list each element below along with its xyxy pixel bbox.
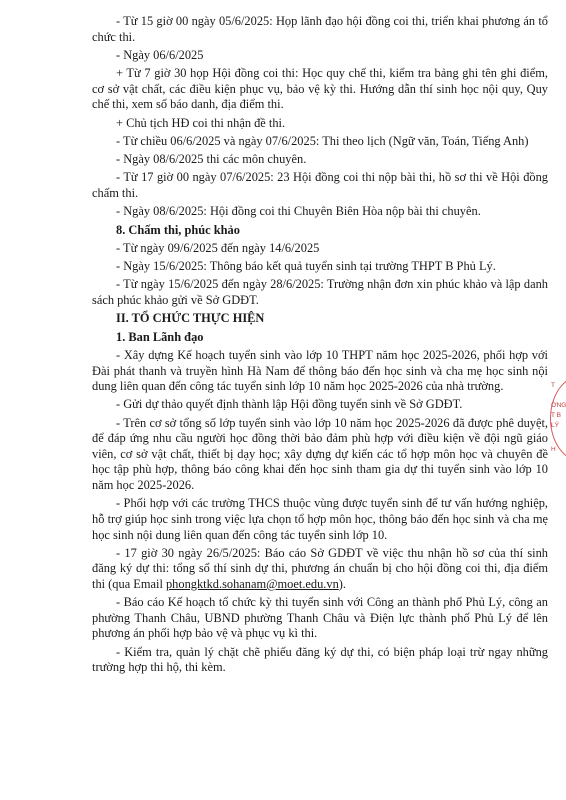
schedule-item-specialized-exams: - Ngày 08/6/2025 thi các môn chuyên. [116, 152, 307, 167]
leadership-item-registration-check: - Kiểm tra, quản lý chặt chẽ phiếu đăng ký dự thi, có biện pháp loại trừ ngay những trường hợp thi hộ, thi kèm. [92, 644, 548, 675]
section-heading-grading: 8. Chấm thi, phúc khảo [116, 222, 240, 237]
stamp-text-1: T [551, 382, 555, 389]
schedule-item-exam-days: - Từ chiều 06/6/2025 và ngày 07/6/2025: Thi theo lịch (Ngữ văn, Toán, Tiếng Anh) [116, 133, 529, 148]
grading-item-results: - Ngày 15/6/2025: Thông báo kết quả tuyển sinh tại trường THPT B Phủ Lý. [116, 259, 496, 274]
official-stamp [548, 376, 566, 461]
leadership-item-security-plan: - Báo cáo Kế hoạch tổ chức kỳ thi tuyển sinh với Công an thành phố Phủ Lý, công an phường Thanh Châu, UBND phường Thanh Châu và Điện lực thành phố Phủ Lý để lên phương án phối hợp bảo vệ và phục vụ kì thi. [92, 595, 548, 641]
stamp-text-2: ỜNG [551, 402, 566, 409]
schedule-item-submit-papers: - Từ 17 giờ 00 ngày 07/6/2025: 23 Hội đồng coi thi nộp bài thi, hồ sơ thi về Hội đồng chấm thi. [92, 170, 548, 201]
document-body [92, 14, 548, 679]
leadership-item-coordination: - Phối hợp với các trường THCS thuộc vùng được tuyển sinh để tư vấn hướng nghiệp, hỗ trợ giúp học sinh trong việc lựa chọn tổ hợp môn học, thông báo đến học sinh và cha mẹ học sinh nội dung liên quan đến công tác tuyển sinh lớp 10. [92, 496, 548, 542]
leadership-item-plan: - Xây dựng Kế hoạch tuyển sinh vào lớp 10 THPT năm học 2025-2026, phối hợp với Đài phát thanh và truyền hình Hà Nam để thông báo đến học sinh và cha mẹ học sinh nội dung liên quan đến công tác tuyển sinh lớp 10 năm học 2025-2026 của nhà trường. [92, 347, 548, 394]
report-text-start: - 17 giờ 30 ngày 26/5/2025: Báo cáo Sở GDĐT về việc thu nhận hồ sơ của thí sinh đăng ký dự thi: tổng số thí sinh dự thi, phương án chuẩn bị cho hội đồng coi thi, địa điểm thi (qua Email [92, 545, 548, 591]
schedule-item-bien-hoa: - Ngày 08/6/2025: Hội đồng coi thi Chuyên Biên Hòa nộp bài thi chuyên. [116, 204, 481, 219]
grading-item-appeals: - Từ ngày 15/6/2025 đến ngày 28/6/2025: Trường nhận đơn xin phúc khảo và lập danh sách phúc khảo gửi về Sở GDĐT. [92, 277, 548, 308]
schedule-item-receive-exam: + Chủ tịch HĐ coi thi nhận đề thi. [116, 115, 286, 130]
schedule-item-council-meeting: + Từ 7 giờ 30 họp Hội đồng coi thi: Học quy chế thi, kiểm tra bảng ghi tên ghi điểm, cơ sở vật chất, các điều kiện phục vụ, bảo vệ kỳ thi. Hướng dẫn thí sinh học nội quy, Quy chế thi, xem số báo danh, địa điểm thi. [92, 66, 548, 112]
leadership-item-subject-combinations: - Trên cơ sở tổng số lớp tuyển sinh vào lớp 10 năm học 2025-2026 đã được phê duyệt, để đáp ứng nhu cầu người học đồng thời bảo đảm phù hợp với điều kiện về đội ngũ giáo viên, cơ sở vật chất, thiết bị dạy học; xây dựng dự kiến các tổ hợp môn học và chuyên đề học tập phù hợp, thông báo công khai đến học sinh tham gia dự thi tuyển sinh vào lớp 10 năm học 2025-2026. [92, 415, 548, 493]
email-link[interactable]: phongktkd.sohanam@moet.edu.vn [165, 576, 339, 591]
leadership-item-draft-decision: - Gửi dự thảo quyết định thành lập Hội đồng tuyển sinh về Sở GDĐT. [116, 397, 463, 412]
subsection-heading-leadership: 1. Ban Lãnh đạo [116, 329, 204, 344]
stamp-text-5: H [551, 446, 556, 453]
stamp-text-3: T B [551, 412, 561, 419]
report-text-end: ). [338, 576, 347, 591]
section-heading-implementation: II. TỔ CHỨC THỰC HIỆN [116, 311, 265, 326]
schedule-date-0606: - Ngày 06/6/2025 [116, 47, 204, 62]
grading-item-dates: - Từ ngày 09/6/2025 đến ngày 14/6/2025 [116, 240, 320, 255]
leadership-item-report-email [92, 546, 548, 593]
stamp-text-4: LÝ [551, 422, 559, 429]
schedule-item-leadership-meeting: - Từ 15 giờ 00 ngày 05/6/2025: Họp lãnh đạo hội đồng coi thi, triển khai phương án tổ chức thi. [92, 14, 548, 44]
